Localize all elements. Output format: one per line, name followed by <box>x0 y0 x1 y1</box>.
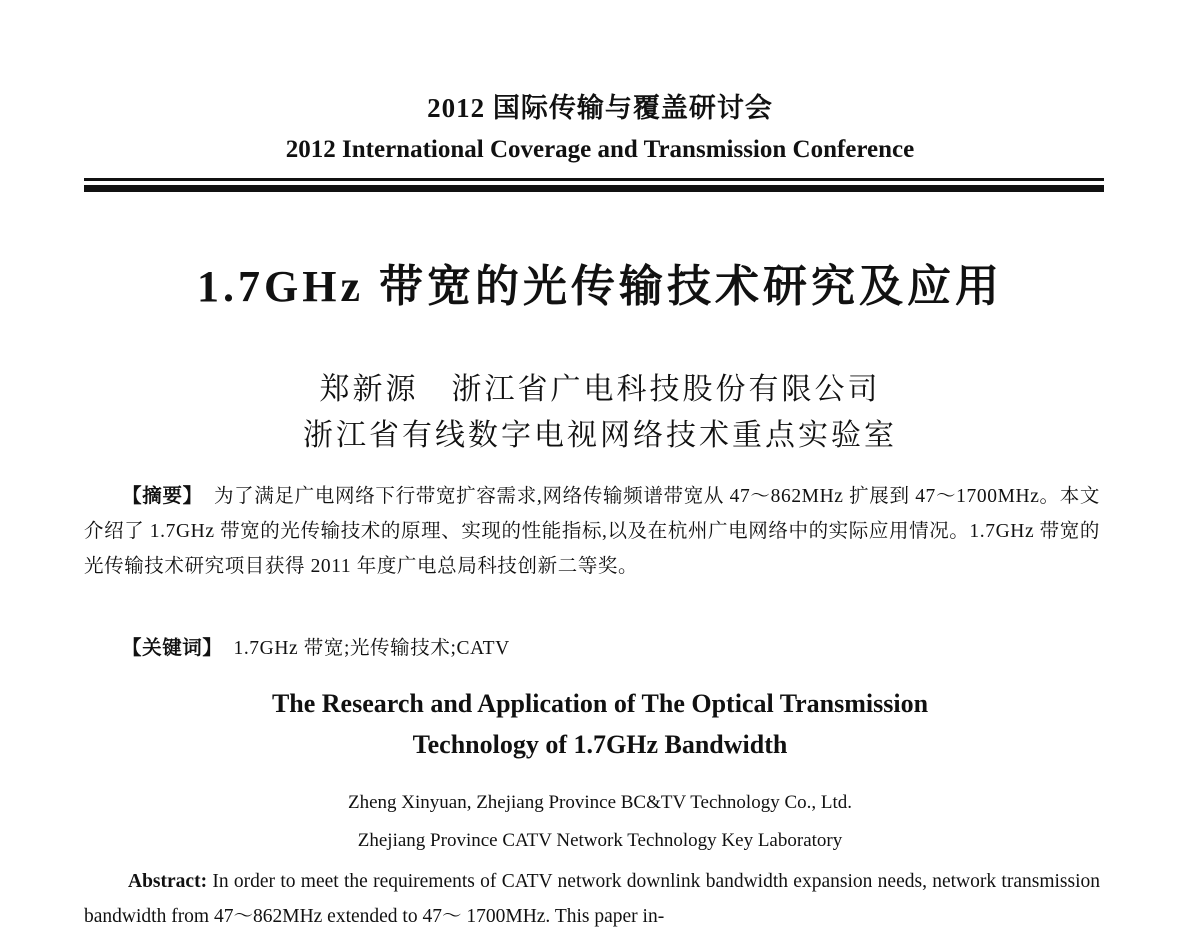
abstract-cn-text: 为了满足广电网络下行带宽扩容需求,网络传输频谱带宽从 47～862MHz 扩展到 47～1700MHz。本文介绍了 1.7GHz 带宽的光传输技术的原理、实现的性能指标,以及在杭州广电网络中的实际应用情况。1.7GHz 带宽的光传输技术研究项目获得 2011 年度广电总局科技创新二等奖。 <box>84 486 1101 577</box>
conference-title-cn: 2012 国际传输与覆盖研讨会 <box>427 93 773 123</box>
abstract-cn <box>84 478 1100 584</box>
paper-title-en-line-2: Technology of 1.7GHz Bandwidth <box>412 730 788 759</box>
abstract-en-label: Abstract: <box>128 871 208 892</box>
keywords-text: 1.7GHz 带宽;光传输技术;CATV <box>233 638 510 659</box>
header-divider-thick <box>84 185 1104 192</box>
affiliation-en-2: Zhejiang Province CATV Network Technology Key Laboratory <box>357 830 843 851</box>
abstract-en <box>84 864 1100 934</box>
conference-title-en: 2012 International Coverage and Transmission Conference <box>285 136 915 163</box>
author-affiliation-cn-1: 郑新源 浙江省广电科技股份有限公司 <box>319 373 881 406</box>
abstract-cn-label: 【摘要】 <box>122 484 203 507</box>
header-divider-thin <box>84 178 1104 181</box>
keywords-cn <box>122 632 510 660</box>
author-affiliation-cn-2: 浙江省有线数字电视网络技术重点实验室 <box>303 419 897 452</box>
abstract-en-text: In order to meet the requirements of CATV network downlink bandwidth expansion needs, network transmission bandwidth from 47～862MHz extended to 47～ 1700MHz. This paper in- <box>84 871 1101 927</box>
affiliation-en-1: Zheng Xinyuan, Zhejiang Province BC&TV Technology Co., Ltd. <box>347 792 853 813</box>
paper-title-en-line-1: The Research and Application of The Optical Transmission <box>271 689 929 718</box>
keywords-label: 【关键词】 <box>122 636 223 659</box>
paper-title-cn: 1.7GHz 带宽的光传输技术研究及应用 <box>197 262 1003 311</box>
